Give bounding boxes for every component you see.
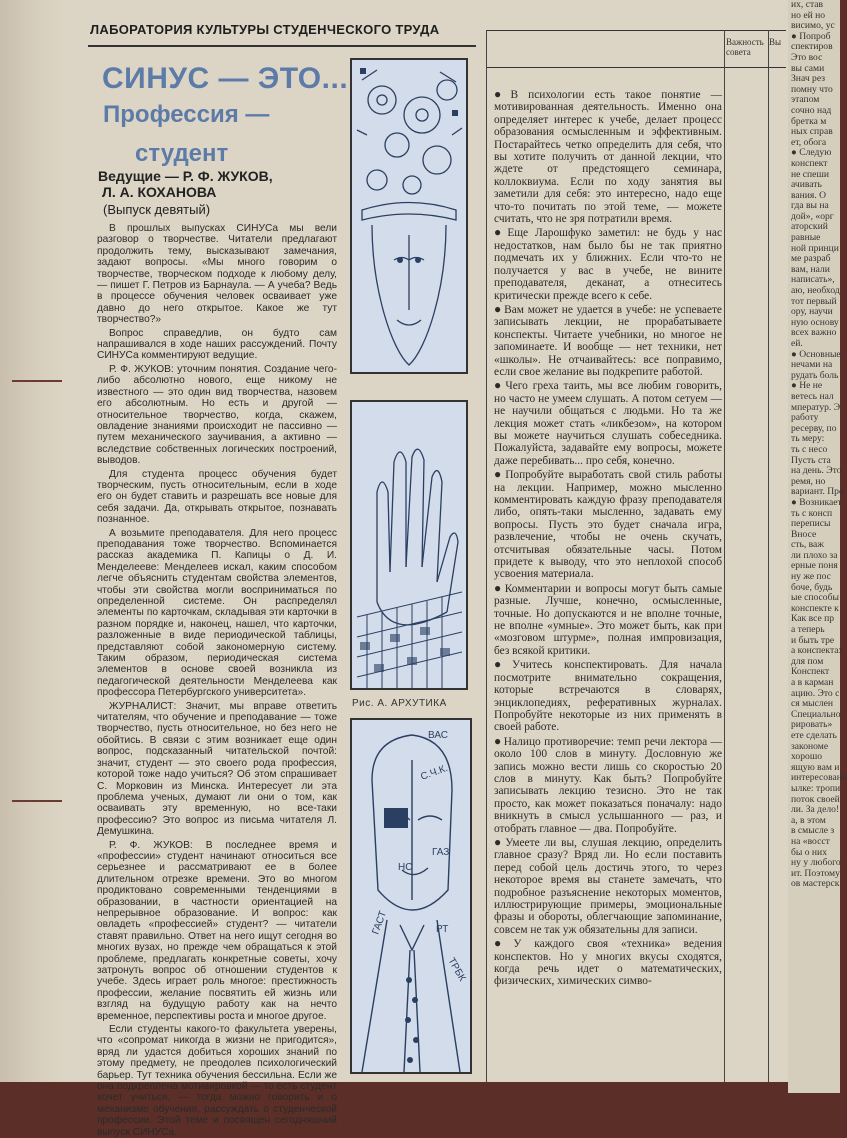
adjacent-page-line: ● Не не bbox=[791, 380, 823, 392]
adjacent-page-line: всех важно bbox=[791, 327, 837, 339]
adjacent-page-line: Знач рез bbox=[791, 73, 825, 85]
bullet-icon: ● bbox=[494, 834, 504, 849]
adjacent-page-line: а, в этом bbox=[791, 814, 826, 826]
table-border-middle bbox=[724, 30, 725, 1082]
adjacent-page-line: вы сами bbox=[791, 62, 825, 74]
adjacent-page-line: рудать боль bbox=[791, 369, 839, 381]
adjacent-page-line: ресерву, по bbox=[791, 422, 837, 434]
illustration-label: ГАСТ bbox=[370, 909, 390, 937]
left-paragraph: Р. Ф. ЖУКОВ: уточним понятия. Создание чего-либо абсолютно нового, еще никому не известного — это один вид творчества, назовем его абсолютным. Но есть и другой — относительное творчество, когда, скажем, овладение знаниями происходит не пассивно — путем механического заучивания, а активно — вследствие собственных логических построений, выводов. bbox=[97, 363, 337, 467]
adjacent-page-line: Конспект bbox=[791, 666, 830, 678]
adjacent-page-line: конспекте к bbox=[791, 602, 839, 614]
adjacent-page-line: а конспектах bbox=[791, 645, 844, 657]
section-header: ЛАБОРАТОРИЯ КУЛЬТУРЫ СТУДЕНЧЕСКОГО ТРУДА bbox=[90, 22, 440, 37]
adjacent-page-line: для пом bbox=[791, 655, 824, 667]
adjacent-page-line: ся мыслен bbox=[791, 698, 834, 710]
adjacent-page-line: сочно над bbox=[791, 104, 832, 116]
left-paragraph: Если студенты какого-то факультета уверены, что «сопромат никогда в жизни не пригодится», вряд ли удастся добиться хороших знаний по этому предмету, не преодолев психологический барьер. Тут техника обучения бессильна. Если же она подкреплена мотивировкой — то есть студент хочет учиться, — тогда можно говорить и о механизме обучения, рассуждать о студенческой профессии. Этой теме и посвящен сегодняшний выпуск СИНУСа. bbox=[97, 1024, 337, 1138]
adjacent-page-line: ● Возникает bbox=[791, 496, 842, 508]
table-border-left bbox=[486, 30, 487, 1082]
illustration-label: РТ bbox=[436, 924, 449, 935]
page-binding bbox=[0, 0, 68, 1082]
bullet-icon: ● bbox=[494, 87, 509, 101]
adjacent-page-line: Как все пр bbox=[791, 613, 835, 625]
adjacent-page-line: ветесь нал bbox=[791, 390, 834, 402]
adjacent-page-line: вания. О bbox=[791, 189, 827, 201]
adjacent-page-line: ● Попроб bbox=[791, 30, 831, 42]
advice-item: ● В психологии есть такое понятие — мотивированная деятельность. Именно она определяет интерес к учебе, делает процесс образования осмысленным и эффективным. Постарайтесь четко определить для себя, что вы хотите получить от данной лекции, что ждете от предстоящего семинара, коллоквиума. Если по ходу занятия вы заметили для себя: это интересно, надо еще что-то почитать по этой теме, — можете считать, что не зря потратили время. bbox=[494, 87, 722, 226]
left-paragraph: Р. Ф. ЖУКОВ: В последнее время и «профессии» студент начинают относиться все серьезнее и рассматривают ее в более длительном отрезке времени. Это во многом продиктовано современными тенденциями в образовании, в частности ориентацией на непрерывное образование. И вопрос: как овладеть «профессией» студент? — читатели ставят правильно. Ответ на него ищут сегодня во многих вузах, но прежде чем обращаться к этой проблеме, предлагать конкретные советы, хочу затронуть вопрос об отношении студентов к учебе. Здесь играет роль многое: престижность профессии, желание посвятить ей жизнь или взгляд на будущую работу как на нечто временное, перспективы роста и многое другое. bbox=[97, 839, 337, 1022]
adjacent-page-line: в смысле з bbox=[791, 825, 835, 837]
adjacent-page-line: бы о них bbox=[791, 846, 827, 858]
adjacent-page-line: равные bbox=[791, 232, 821, 244]
adjacent-page-line: ть с несо bbox=[791, 443, 828, 455]
illustration-label: ГАЗ bbox=[432, 847, 450, 858]
issue-number: (Выпуск девятый) bbox=[103, 202, 211, 217]
advice-item: ● Чего греха таить, мы все любим говорить, но часто не умеем слушать. А потом сетуем — не научили общаться с людьми. Но та же лекция может стать «ликбезом», на котором вы можете научиться слушать собеседника. Пожалуйста, задавайте ему вопросы, можете даже перебивать... про себя, конечно. bbox=[494, 378, 723, 467]
advice-item: ● Умеете ли вы, слушая лекцию, определить главное сразу? Вряд ли. Но если поставить перед собой цель достичь этого, то через некоторое время вы станете замечать, что подробное разъяснение некоторых моментов, иллюстрирующие примеры, эмоциональные фразы и обороты, облегчающие запоминание, совсем не так уж обязательны для записи. bbox=[494, 834, 722, 936]
bullet-icon: ● bbox=[494, 733, 502, 748]
adjacent-page-line: ящую вам и bbox=[791, 761, 840, 773]
adjacent-page-line: ерные поня bbox=[791, 560, 838, 572]
binding-mark bbox=[12, 380, 62, 382]
bullet-icon: ● bbox=[494, 580, 503, 595]
left-paragraph: Вопрос справедлив, он будто сам напрашивался в ходе наших рассуждений. Почту СИНУСа комментируют ведущие. bbox=[97, 327, 337, 362]
adjacent-page-line: помну что bbox=[791, 83, 833, 95]
adjacent-page-line: их, став bbox=[791, 0, 824, 10]
adjacent-page-line: ей. bbox=[791, 338, 803, 349]
adjacent-page-line: Пусть ста bbox=[791, 454, 831, 466]
hosts-line-1: Ведущие — Р. Ф. ЖУКОВ, bbox=[98, 168, 273, 184]
adjacent-page-line: ые способы bbox=[791, 592, 839, 604]
left-paragraph: Для студента процесс обучения будет творческим, пусть относительным, если в ходе его он будет ставить и разрешать все новые для себя задачи. Да, открывать открытое, познавать познанное. bbox=[97, 468, 337, 526]
adjacent-page-line: бретка м bbox=[791, 115, 827, 127]
adjacent-page-line: и быть тре bbox=[791, 634, 835, 646]
adjacent-page-line: боче, будь bbox=[791, 581, 833, 593]
advice-item: ● Еще Ларошфуко заметил: не будь у нас недостатков, нам было бы не так приятно подмечать их у ближних. Если что-то не получается у вас в учебе, не вините преподавателя, деканат, а отнеситесь критически прежде всего к себе. bbox=[494, 225, 723, 302]
adjacent-page-line: вариант. Про bbox=[791, 486, 844, 498]
adjacent-page-line: этапом bbox=[791, 94, 820, 106]
left-paragraph: А возьмите преподавателя. Для него процесс преподавания тоже творчество. Вспоминается рассказ академика П. Капицы о Д. И. Менделееве: Менделеев искал, каким способом легче объяснить студентам свойства элементов, чтобы эти свойства могли восприниматься по определенной системе. Он распределял элементы по карточкам, складывая эти карточки в разном порядке и, наконец, нашел, что карточки, разложенные в виде периодической таблицы, представляют собой закономерную систему. Таким образом, периодическая система элементов в основе своей возникла из педагогической деятельности Менделеева как профессора Петербургского университета». bbox=[97, 527, 337, 699]
adjacent-page-line: работу bbox=[791, 412, 819, 424]
adjacent-page-line: ремя, но bbox=[791, 475, 826, 487]
bullet-icon: ● bbox=[494, 378, 504, 393]
bullet-icon: ● bbox=[494, 657, 510, 672]
adjacent-page-line: рировать» bbox=[791, 719, 833, 731]
adjacent-page-line: хорошо bbox=[791, 751, 823, 763]
adjacent-page-line: Специально bbox=[791, 708, 841, 720]
advice-item: ● Вам может не удается в учебе: не успеваете записывать лекции, не прорабатываете конспекты. Читаете учебники, но многое не запоминаете. И вообще — нет техники, нет «школы». Не отчаивайтесь: все поправимо, если свое желание вы подкрепите работой. bbox=[494, 301, 722, 378]
adjacent-page-line: ору, научи bbox=[791, 306, 833, 318]
adjacent-page-line: ● Основные bbox=[791, 348, 841, 360]
adjacent-page-line: на «восст bbox=[791, 835, 830, 847]
advice-item: ● Комментарии и вопросы могут быть самые разные. Лучше, конечно, осмысленные, точные. Но допускаются и не вполне точные, не вполне «умные». Это может быть, как при «мозговом штурме», полная импровизация, без всякой критики. bbox=[494, 580, 723, 657]
adjacent-page-line: ной принци bbox=[791, 242, 839, 254]
adjacent-page-line: гда вы на bbox=[791, 200, 829, 212]
adjacent-page-line: закономе bbox=[791, 740, 829, 752]
adjacent-page-line: Это вос bbox=[791, 51, 823, 63]
table-border-right bbox=[768, 30, 769, 1082]
title-line-2: Профессия — bbox=[103, 101, 270, 128]
adjacent-page-line: висимо, ус bbox=[791, 20, 835, 32]
adjacent-page-line: не спеши bbox=[791, 168, 829, 180]
illustration-man-abbreviations bbox=[350, 718, 472, 1074]
illustration-gears-head bbox=[350, 58, 468, 374]
advice-table-header bbox=[486, 30, 786, 68]
left-paragraph: В прошлых выпусках СИНУСа мы вели разговор о творчестве. Читатели предлагают продолжить тему, высказывают замечания, задают вопросы. «Мы много говорим о творчестве, творческом подходе к любому делу, — пишет Г. Петров из Барнаула. — А учеба? Ведь в процессе обучения человек осваивает уже давно до него открытое. Какое же тут творчество?» bbox=[97, 223, 337, 326]
adjacent-page-line: ли плохо за bbox=[791, 549, 838, 561]
hosts-line-2: Л. А. КОХАНОВА bbox=[102, 184, 217, 200]
illustration-label: НС bbox=[398, 862, 413, 873]
bullet-icon: ● bbox=[494, 467, 504, 482]
adjacent-page-line: тот первый bbox=[791, 295, 837, 307]
adjacent-page-line: ет, обога bbox=[791, 136, 827, 148]
adjacent-page-line: ● Следую bbox=[791, 147, 832, 159]
adjacent-page-line: ме разраб bbox=[791, 253, 831, 265]
adjacent-page-line: Вносе bbox=[791, 528, 817, 540]
adjacent-page-line: а теперь bbox=[791, 624, 825, 636]
adjacent-page-line: ацию. Это с bbox=[791, 687, 840, 699]
adjacent-page-line: аторский bbox=[791, 221, 828, 233]
adjacent-page-line: мператур. Э bbox=[791, 401, 841, 413]
adjacent-page-line: конспект bbox=[791, 157, 828, 169]
adjacent-page-line: ов мастерск bbox=[791, 878, 840, 890]
adjacent-page-line: поток своей bbox=[791, 793, 840, 805]
adjacent-page-line: дой», «орг bbox=[791, 210, 834, 222]
header-rule bbox=[88, 45, 476, 47]
adjacent-page-line: ылке: тропи bbox=[791, 782, 841, 794]
adjacent-page-line: ну же пос bbox=[791, 571, 831, 583]
bullet-icon: ● bbox=[494, 936, 512, 951]
title-line-1: СИНУС — ЭТО... bbox=[102, 62, 349, 95]
adjacent-page-line: ную основу bbox=[791, 316, 839, 328]
binding-mark bbox=[12, 800, 62, 802]
advice-item: ● Учитесь конспектировать. Для начала посмотрите внимательно сокращения, которые встречаются в словарях, энциклопедиях, реферативных журналах. Попробуйте некоторые из них применять в своей работе. bbox=[494, 657, 722, 734]
illustration-hand-keyboard bbox=[350, 400, 468, 690]
adjacent-page-line: ит. Поэтому bbox=[791, 867, 840, 879]
left-article-column bbox=[97, 223, 337, 1138]
adjacent-page-line: сть, важ bbox=[791, 539, 824, 551]
adjacent-page-line: нечами на bbox=[791, 359, 833, 371]
bullet-icon: ● bbox=[494, 301, 503, 316]
left-paragraph: ЖУРНАЛИСТ: Значит, мы вправе ответить читателям, что обучение и преподавание — тоже творчество, пусть относительное, но без него не обойтись. В связи с этим возникает еще один вопрос, подсказанный читательской почтой: значит, студент — это своего рода профессия, которой тоже надо учиться? Об этом спрашивает С. Морковин из Минска. Интересует ли эта проблема ученых, думают ли они о том, как осваивать эту временную, но все-таки профессию? Это вопрос из письма читателя Л. Демушкина. bbox=[97, 700, 337, 838]
adjacent-page-line: написать», bbox=[791, 274, 835, 286]
adjacent-page-line: а в карман bbox=[791, 677, 834, 688]
adjacent-page-line: но ей но bbox=[791, 9, 826, 21]
adjacent-page-line: ть с консп bbox=[791, 507, 833, 519]
illustration-label: С.Ч.К. bbox=[419, 762, 450, 783]
adjacent-page-line: ть меру: bbox=[791, 433, 825, 445]
adjacent-page-line: аю, необход bbox=[791, 285, 840, 297]
table-col-importance: Важность совета bbox=[726, 37, 764, 57]
advice-item: ● Налицо противоречие: темп речи лектора — около 100 слов в минуту. Дословную же запись можно вести лишь со скоростью 20 слов в минуту. Как быть? Попробуйте записывать лекцию тезисно. Это не так просто, как может показаться поначалу: надо вникнуть в смысл услышанного — раз, и отобрать главное — два. Попробуйте. bbox=[494, 733, 723, 835]
adjacent-page-line: ли. За дело! bbox=[791, 804, 840, 816]
advice-item: ● У каждого своя «техника» ведения конспектов. Но у многих вкусы сходятся, когда речь идет о математических, физических, химических симво- bbox=[494, 936, 723, 988]
illustration-label: ВАС bbox=[428, 730, 449, 741]
adjacent-page-line: ачивать bbox=[791, 179, 822, 191]
adjacent-page-line: интересовани bbox=[791, 772, 847, 784]
adjacent-page-line: ете сделать bbox=[791, 729, 837, 741]
hosts-byline bbox=[98, 168, 338, 200]
adjacent-page-line: на день. Это bbox=[791, 465, 842, 477]
adjacent-page-line: переписы bbox=[791, 518, 831, 530]
title-line-3: студент bbox=[135, 140, 229, 167]
illustration-credit: Рис. А. АРХУТИКА bbox=[352, 698, 447, 709]
table-col-you: Вы bbox=[769, 37, 782, 47]
adjacent-page-line: вам, нали bbox=[791, 263, 830, 275]
bullet-icon: ● bbox=[494, 225, 506, 240]
advice-item: ● Попробуйте выработать свой стиль работы на лекции. Например, можно мысленно комментировать каждую фразу преподавателя либо, опять-таки мысленно, задавать ему вопросы. Пусть это будет сначала игра, развлечение, чтобы не очень скучать, отсчитывая обязательные часы. Потом придете к выводу, что это неплохой способ усвоения материала. bbox=[494, 467, 723, 581]
right-advice-column bbox=[494, 88, 722, 1078]
adjacent-page-line: ну у любого bbox=[791, 857, 841, 869]
adjacent-page-line: ных справ bbox=[791, 126, 833, 138]
adjacent-page-edge bbox=[788, 0, 847, 1093]
illustration-label: ТРБК bbox=[445, 956, 468, 984]
adjacent-page-line: спектиров bbox=[791, 41, 833, 53]
